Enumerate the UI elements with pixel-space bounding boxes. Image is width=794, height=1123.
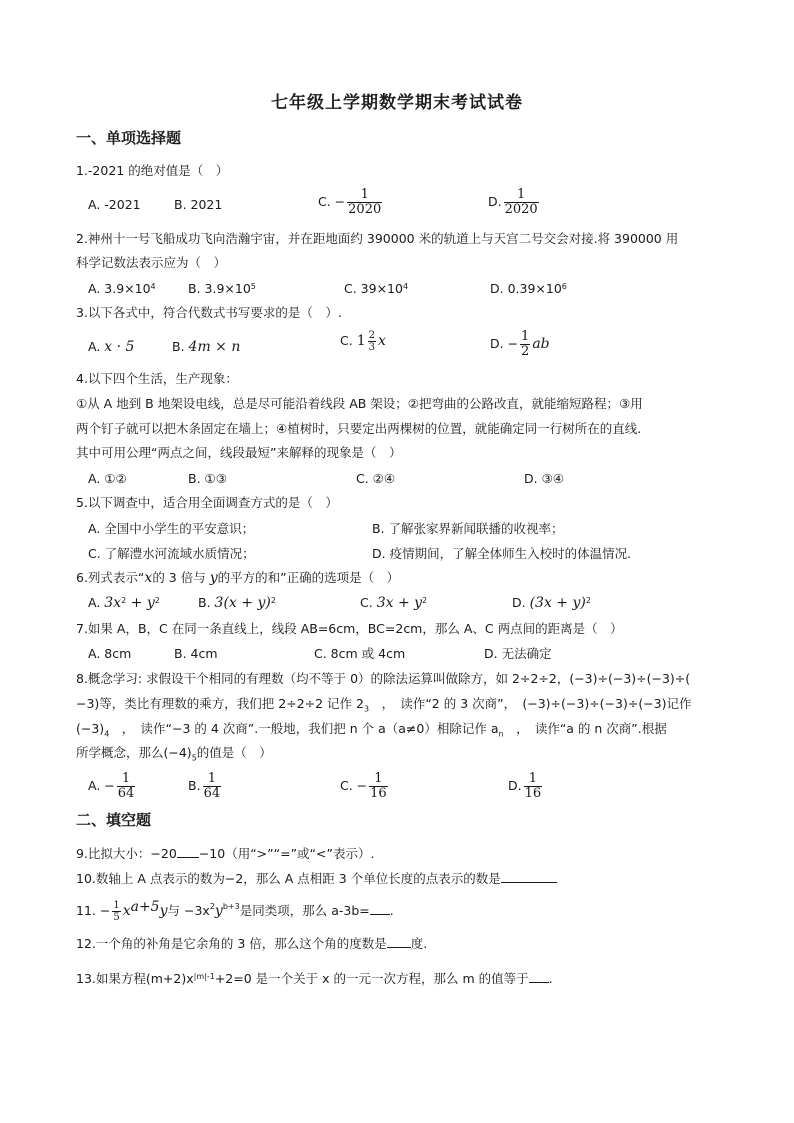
question-4-line-3: 其中可用公理“两点之间，线段最短”来解释的现象是（ ）: [76, 445, 402, 460]
fraction: $\frac{1}{16}$: [524, 771, 542, 801]
question-2-line-2: 科学记数法表示应为（ ）: [76, 255, 227, 270]
fraction: $\frac{1}{2}$: [521, 329, 530, 359]
q3-option-a: A. x · 5: [88, 339, 135, 355]
q3-option-c: C. 1 $\frac{2}{3}$ x: [340, 330, 386, 353]
q5-option-c: C. 了解澧水河流域水质情况；: [88, 546, 255, 561]
answer-blank: [501, 870, 557, 883]
question-3-stem: 3.以下各式中，符合代数式书写要求的是（ ）.: [76, 305, 342, 320]
fraction: $\frac{1}{16}$: [370, 771, 387, 801]
q6-option-b: B. $3(x + y)^2$: [198, 595, 276, 611]
answer-blank: [370, 902, 390, 915]
question-8-line-3: $(-3)_4$ ， 读作“−3 的 4 次商”.一般地，我们把 n 个 a（a≠0）相除记作 $a_n$ ， 读作“a 的 n 次商”.根据: [76, 721, 667, 739]
question-13: 13.如果方程$(m+2)x^{|m|-1}+2=0$ 是一个关于 x 的一元一次方程，那么 m 的值等于 .: [76, 971, 553, 986]
fraction: $\frac{1}{2020}$: [504, 187, 538, 217]
q4-option-d: D. ③④: [524, 471, 564, 486]
q4-option-c: C. ②④: [356, 471, 396, 486]
fraction: $\frac{1}{5}$: [113, 900, 120, 923]
q4-option-b: B. ①③: [188, 471, 227, 486]
fraction: $\frac{1}{64}$: [203, 771, 221, 801]
q7-option-b: B. 4cm: [174, 646, 218, 661]
q2-option-d: D. $0.39\times 10^6$: [490, 281, 567, 296]
question-7-stem: 7.如果 A，B，C 在同一条直线上，线段 AB=6cm，BC=2cm，那么 A、C 两点间的距离是（ ）: [76, 621, 623, 636]
q6-option-a: A. $3x^2 + y^2$: [88, 595, 160, 611]
q8-option-b: B. $\frac{1}{64}$: [188, 771, 221, 801]
answer-blank: [177, 845, 199, 858]
section-heading-choice: 一、单项选择题: [76, 129, 182, 147]
fraction: $\frac{2}{3}$: [368, 330, 375, 353]
answer-blank: [387, 935, 411, 948]
section-heading-fill: 二、填空题: [76, 811, 152, 829]
q7-option-d: D. 无法确定: [484, 646, 552, 661]
question-10: 10.数轴上 A 点表示的数为−2，那么 A 点相距 3 个单位长度的点表示的数是: [76, 870, 557, 888]
fraction: $\frac{1}{64}$: [117, 771, 135, 801]
q8-option-c: C. − $\frac{1}{16}$: [340, 771, 387, 801]
question-8-line-1: 8.概念学习: 求假设干个相同的有理数（均不等于 0）的除法运算叫做除方，如 2÷2÷2，(−3)÷(−3)÷(−3)÷(: [76, 671, 691, 686]
fraction: $\frac{1}{2020}$: [348, 187, 382, 217]
question-2-line-1: 2.神州十一号飞船成功飞向浩瀚宇宙，并在距地面约 390000 米的轨道上与天宫二号交会对接.将 390000 用: [76, 231, 679, 246]
question-9: 9.比拟大小：−20 −10（用“>”“=”或“<”表示）.: [76, 846, 375, 861]
q3-option-b: B. 4m × n: [172, 339, 241, 355]
q2-option-a: A. $3.9\times 10^4$: [88, 281, 156, 296]
q6-option-d: D. $(3x + y)^2$: [512, 595, 591, 611]
question-5-stem: 5.以下调查中，适合用全面调查方式的是（ ）: [76, 495, 338, 510]
question-4-line-1: ①从 A 地到 B 地架设电线，总是尽可能沿着线段 AB 架设；②把弯曲的公路改直，就能缩短路程；③用: [76, 396, 643, 411]
page-title: 七年级上学期数学期末考试试卷: [271, 93, 523, 113]
q5-option-a: A. 全国中小学生的平安意识；: [88, 521, 255, 536]
q6-option-c: C. $3x + y^2$: [360, 595, 428, 611]
q1-option-b: B. 2021: [174, 197, 223, 212]
q1-option-c: C. − $\frac{1}{2020}$: [318, 187, 382, 217]
q5-option-b: B. 了解张家界新闻联播的收视率；: [372, 521, 564, 536]
q2-option-c: C. $39\times 10^4$: [344, 281, 409, 296]
q2-option-b: B. $3.9\times 10^5$: [188, 281, 256, 296]
question-8-line-2: −3)等，类比有理数的乘方，我们把 2÷2÷2 记作 $2_3$ ， 读作“2 的 3 次商”， (−3)÷(−3)÷(−3)÷(−3)记作: [76, 696, 692, 714]
q3-option-d: D. − $\frac{1}{2}$ ab: [490, 329, 550, 359]
q1-option-d: D. $\frac{1}{2020}$: [488, 187, 538, 217]
q1-option-a: A. -2021: [88, 197, 141, 212]
q8-option-d: D. $\frac{1}{16}$: [508, 771, 542, 801]
q4-option-a: A. ①②: [88, 471, 127, 486]
question-11: 11. − $\frac{1}{5}$ $x^{a+5}y$与 $-3x^2y^{b+3}$是同类项，那么 a-3b= .: [76, 899, 394, 923]
question-8-line-4: 所学概念，那么$(-4)_5$的值是（ ）: [76, 745, 272, 763]
question-4-line-2: 两个钉子就可以把木条固定在墙上；④植树时，只要定出两棵树的位置，就能确定同一行树所在的直线.: [76, 421, 642, 436]
q8-option-a: A. − $\frac{1}{64}$: [88, 771, 135, 801]
question-1-stem: 1.-2021 的绝对值是（ ）: [76, 163, 229, 178]
question-12: 12.一个角的补角是它余角的 3 倍，那么这个角的度数是 度.: [76, 936, 428, 951]
answer-blank: [529, 970, 549, 983]
q7-option-a: A. 8cm: [88, 646, 132, 661]
q7-option-c: C. 8cm 或 4cm: [314, 646, 406, 661]
question-6-stem: 6.列式表示“x的 3 倍与 y的平方的和”正确的选项是（ ）: [76, 570, 400, 586]
question-4-stem: 4.以下四个生活，生产现象：: [76, 371, 238, 386]
q5-option-d: D. 疫情期间，了解全体师生入校时的体温情况.: [372, 546, 632, 561]
